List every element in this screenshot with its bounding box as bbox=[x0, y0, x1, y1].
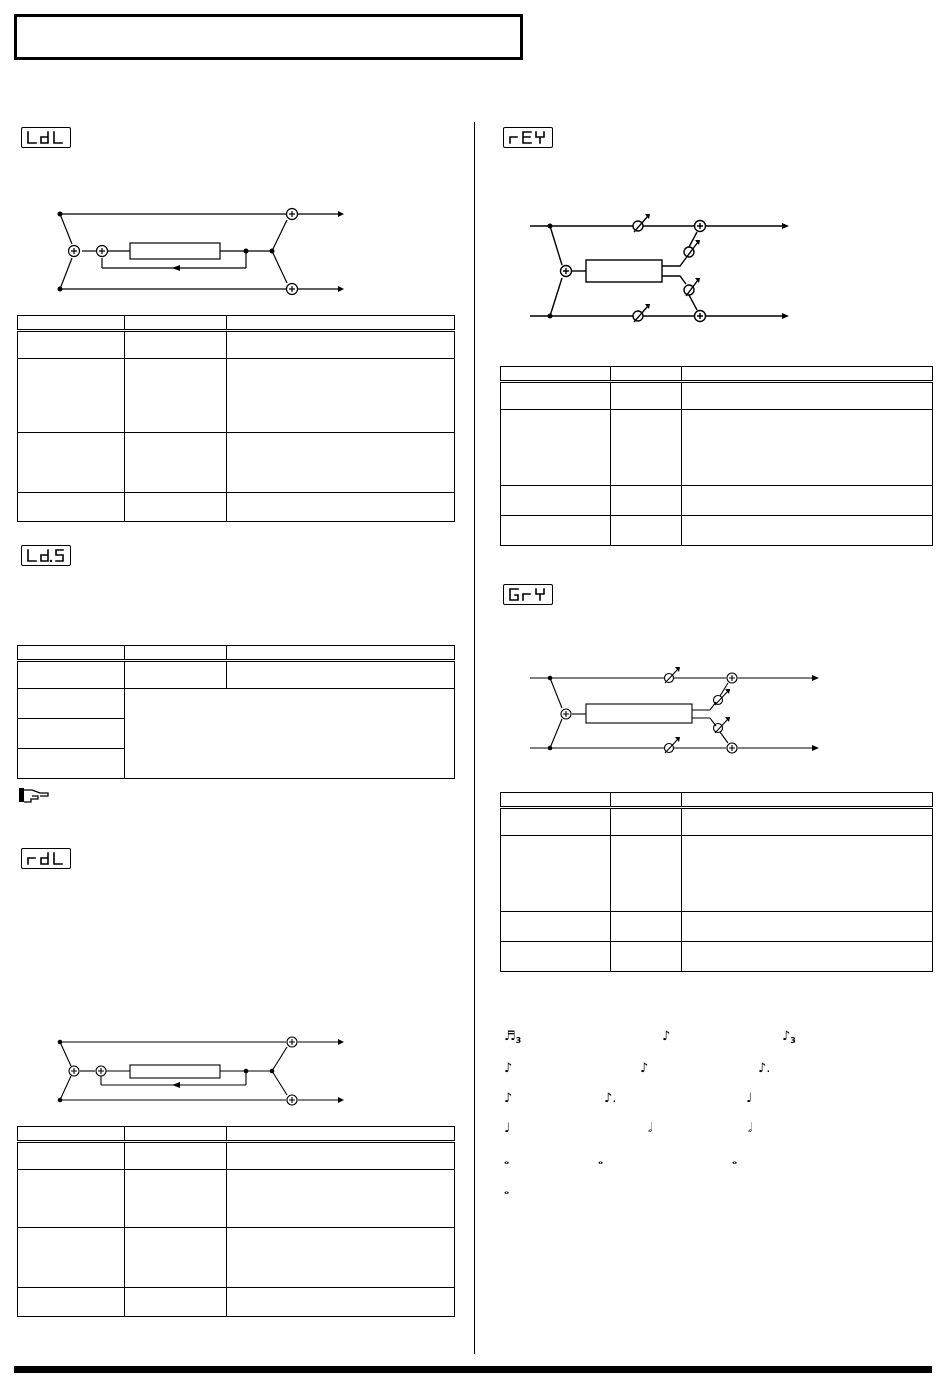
whole-note-icon: 𝅝 bbox=[504, 1153, 510, 1168]
lcd-display-ldl bbox=[21, 127, 71, 148]
column-divider bbox=[474, 122, 475, 1354]
quarter-note-icon: ♩ bbox=[504, 1121, 511, 1136]
half-note-icon: 𝅗𝅥 bbox=[648, 1121, 653, 1136]
note-values-grid bbox=[500, 1024, 830, 1204]
eighth-note-icon: ♪ bbox=[504, 1091, 513, 1106]
thirty-second-note-icon: ♪ bbox=[662, 1029, 671, 1044]
whole-note-icon: 𝅝 bbox=[732, 1153, 738, 1168]
parameter-table-ldl bbox=[17, 315, 455, 522]
parameter-table-lds bbox=[17, 645, 455, 779]
sixteenth-note-triplet-icon: $♬_3$ bbox=[504, 1029, 522, 1045]
parameter-table-rev bbox=[500, 366, 933, 546]
sixty-fourth-note-triplet-icon: $♪_3$ bbox=[782, 1029, 796, 1045]
page-bottom-rule bbox=[14, 1366, 932, 1373]
quarter-note-icon: ♩ bbox=[746, 1091, 753, 1106]
section-header-box bbox=[14, 14, 523, 60]
reverse-delay-signal-flow-diagram bbox=[40, 1030, 360, 1110]
sixty-fourth-note-icon: ♪ bbox=[504, 1061, 513, 1076]
thirty-second-note-icon: ♪ bbox=[640, 1061, 649, 1076]
lcd-display-lds bbox=[21, 545, 71, 566]
whole-note-icon: 𝅝 bbox=[504, 1183, 510, 1198]
reverb-signal-flow-diagram bbox=[520, 208, 810, 328]
whole-note-icon: 𝅝 bbox=[598, 1153, 604, 1168]
sixteenth-note-dotted-icon: ♪. bbox=[758, 1061, 771, 1076]
gate-reverb-signal-flow-diagram bbox=[520, 666, 820, 761]
half-note-icon: 𝅗𝅥 bbox=[748, 1121, 753, 1136]
lcd-display-rdl bbox=[21, 848, 71, 869]
parameter-table-grv bbox=[500, 792, 933, 972]
lcd-display-rev bbox=[503, 127, 553, 148]
delay-signal-flow-diagram bbox=[40, 198, 360, 303]
parameter-table-rdl bbox=[17, 1126, 455, 1317]
pointing-hand-icon bbox=[18, 786, 50, 804]
lcd-display-grv bbox=[503, 584, 553, 605]
eighth-note-dotted-icon: ♪. bbox=[604, 1091, 617, 1106]
